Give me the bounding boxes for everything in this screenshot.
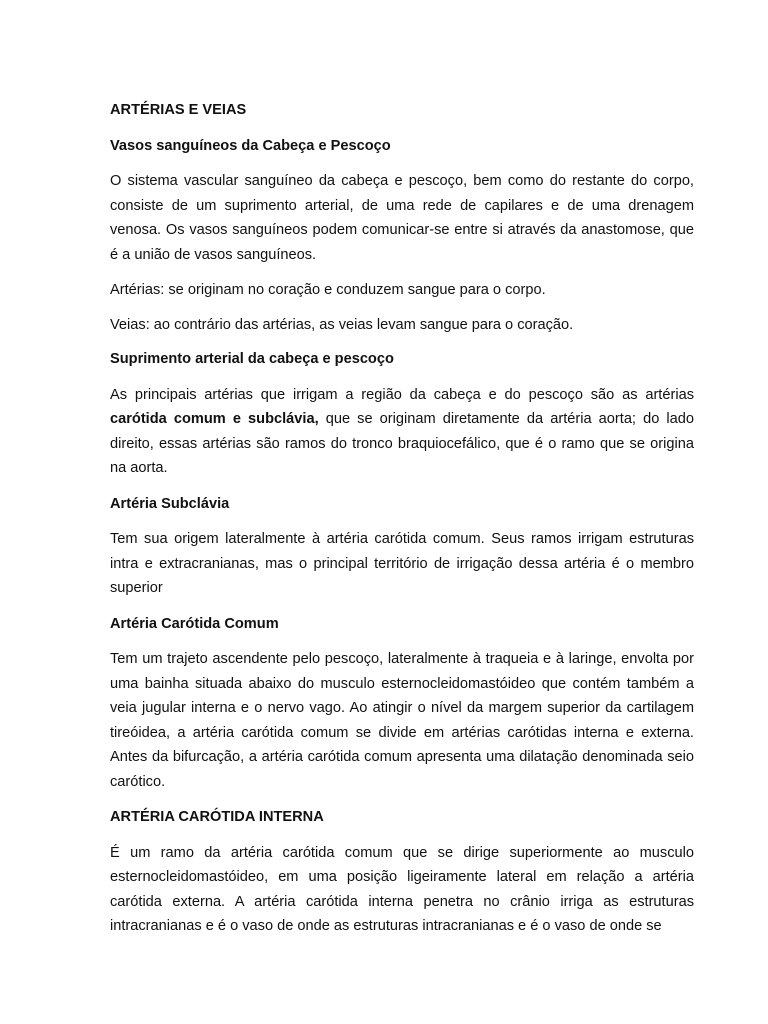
arterias-definition: Artérias: se originam no coração e conduzem sangue para o corpo. — [110, 282, 546, 298]
carotida-interna-paragraph: É um ramo da artéria carótida comum que se dirige superiormente ao musculo esternocleidomastóideo, em uma posição ligeiramente lateral em relação a artéria carótida externa. A artéria carótida interna penetra no crânio irriga as estruturas intracranianas e é o vaso de onde as estruturas intracranianas e é o vaso de onde se — [110, 844, 694, 934]
carotida-comum-heading: Artéria Carótida Comum — [110, 615, 279, 632]
suprimento-text-start: As principais artérias que irrigam a região da cabeça e do pescoço são as artérias — [110, 386, 694, 403]
carotida-comum-paragraph: Tem um trajeto ascendente pelo pescoço, lateralmente à traqueia e à laringe, envolta por uma bainha situada abaixo do musculo esternocleidomastóideo que contém também a veia jugular interna e o nervo vago. Ao atingir o nível da margem superior da cartilagem tireóidea, a artéria carótida comum se divide em artérias carótidas interna e externa. Antes da bifurcação, a artéria carótida comum apresenta uma dilatação denominada seio carótico. — [110, 651, 694, 790]
suprimento-paragraph — [110, 383, 694, 481]
intro-paragraph: O sistema vascular sanguíneo da cabeça e pescoço, bem como do restante do corpo, consiste de um suprimento arterial, de uma rede de capilares e de uma drenagem venosa. Os vasos sanguíneos podem comunicar-se entre si através da anastomose, que é a união de vasos sanguíneos. — [110, 173, 694, 263]
document-title: ARTÉRIAS E VEIAS — [110, 102, 247, 118]
subclavia-heading: Artéria Subclávia — [110, 495, 230, 512]
document-page — [110, 98, 694, 950]
subclavia-paragraph: Tem sua origem lateralmente à artéria carótida comum. Seus ramos irrigam estruturas intra e extracranianas, mas o principal território de irrigação dessa artéria é o membro superior — [110, 531, 694, 596]
veias-definition: Veias: ao contrário das artérias, as veias levam sangue para o coração. — [110, 316, 574, 333]
suprimento-heading: Suprimento arterial da cabeça e pescoço — [110, 351, 394, 367]
carotida-interna-heading: ARTÉRIA CARÓTIDA INTERNA — [110, 809, 324, 825]
suprimento-text-end: que se originam diretamente da artéria aorta; do lado direito, essas artérias são ramos do tronco braquiocefálico, que é o ramo que se origina na aorta. — [110, 411, 694, 476]
suprimento-text-bold: carótida comum e subclávia, — [110, 411, 319, 427]
section-subtitle: Vasos sanguíneos da Cabeça e Pescoço — [110, 137, 391, 154]
